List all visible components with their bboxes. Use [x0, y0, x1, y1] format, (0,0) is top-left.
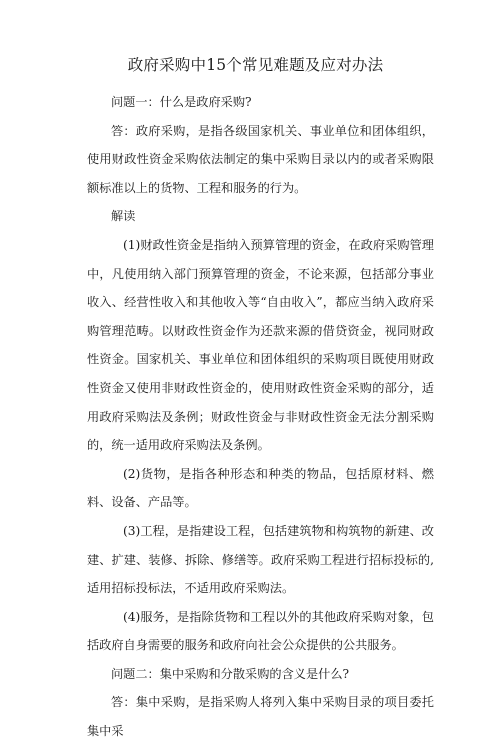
- question-one: 问题一：什么是政府采购?: [111, 95, 252, 109]
- interpretation-item-3: (3)工程，是指建设工程，包括建筑物和构筑物的新建、改建、扩建、装修、拆除、修缮等。政府采购工程进行招标投标的,适用招标投标法，不适用政府采购法。: [87, 523, 434, 596]
- interpretation-heading: 解读: [111, 209, 136, 224]
- interpretation-item-2: (2)货物，是指各种形态和种类的物品，包括原材料、燃料、设备、产品等。: [87, 466, 434, 510]
- answer-two: 答：集中采购，是指采购人将列入集中采购目录的项目委托集中采: [87, 695, 434, 739]
- question-two: 问题二：集中采购和分散采购的含义是什么?: [111, 666, 350, 681]
- interpretation-item-1: (1)财政性资金是指纳入预算管理的资金，在政府采购管理中，凡使用纳入部门预算管理的资金，不论来源，包括部分事业收入、经营性收入和其他收入等“自由收入”，都应当纳入政府采购管理范畴。以财政性资金作为还款来源的借贷资金，视同财政性资金。国家机关、事业单位和团体组织的采购项目既使用财政性资金又使用非财政性资金的，使用财政性资金采购的部分，适用政府采购法及条例；财政性资金与非财政性资金无法分割采购的，统一适用政府采购法及条例。: [87, 237, 434, 453]
- answer-one: 答：政府采购，是指各级国家机关、事业单位和团体组织，使用财政性资金采购依法制定的集中采购目录以内的或者采购限额标准以上的货物、工程和服务的行为。: [87, 123, 434, 195]
- interpretation-item-4: (4)服务，是指除货物和工程以外的其他政府采购对象，包括政府自身需要的服务和政府向社会公众提供的公共服务。: [87, 609, 434, 653]
- document-title: 政府采购中15个常见难题及应对办法: [127, 56, 384, 74]
